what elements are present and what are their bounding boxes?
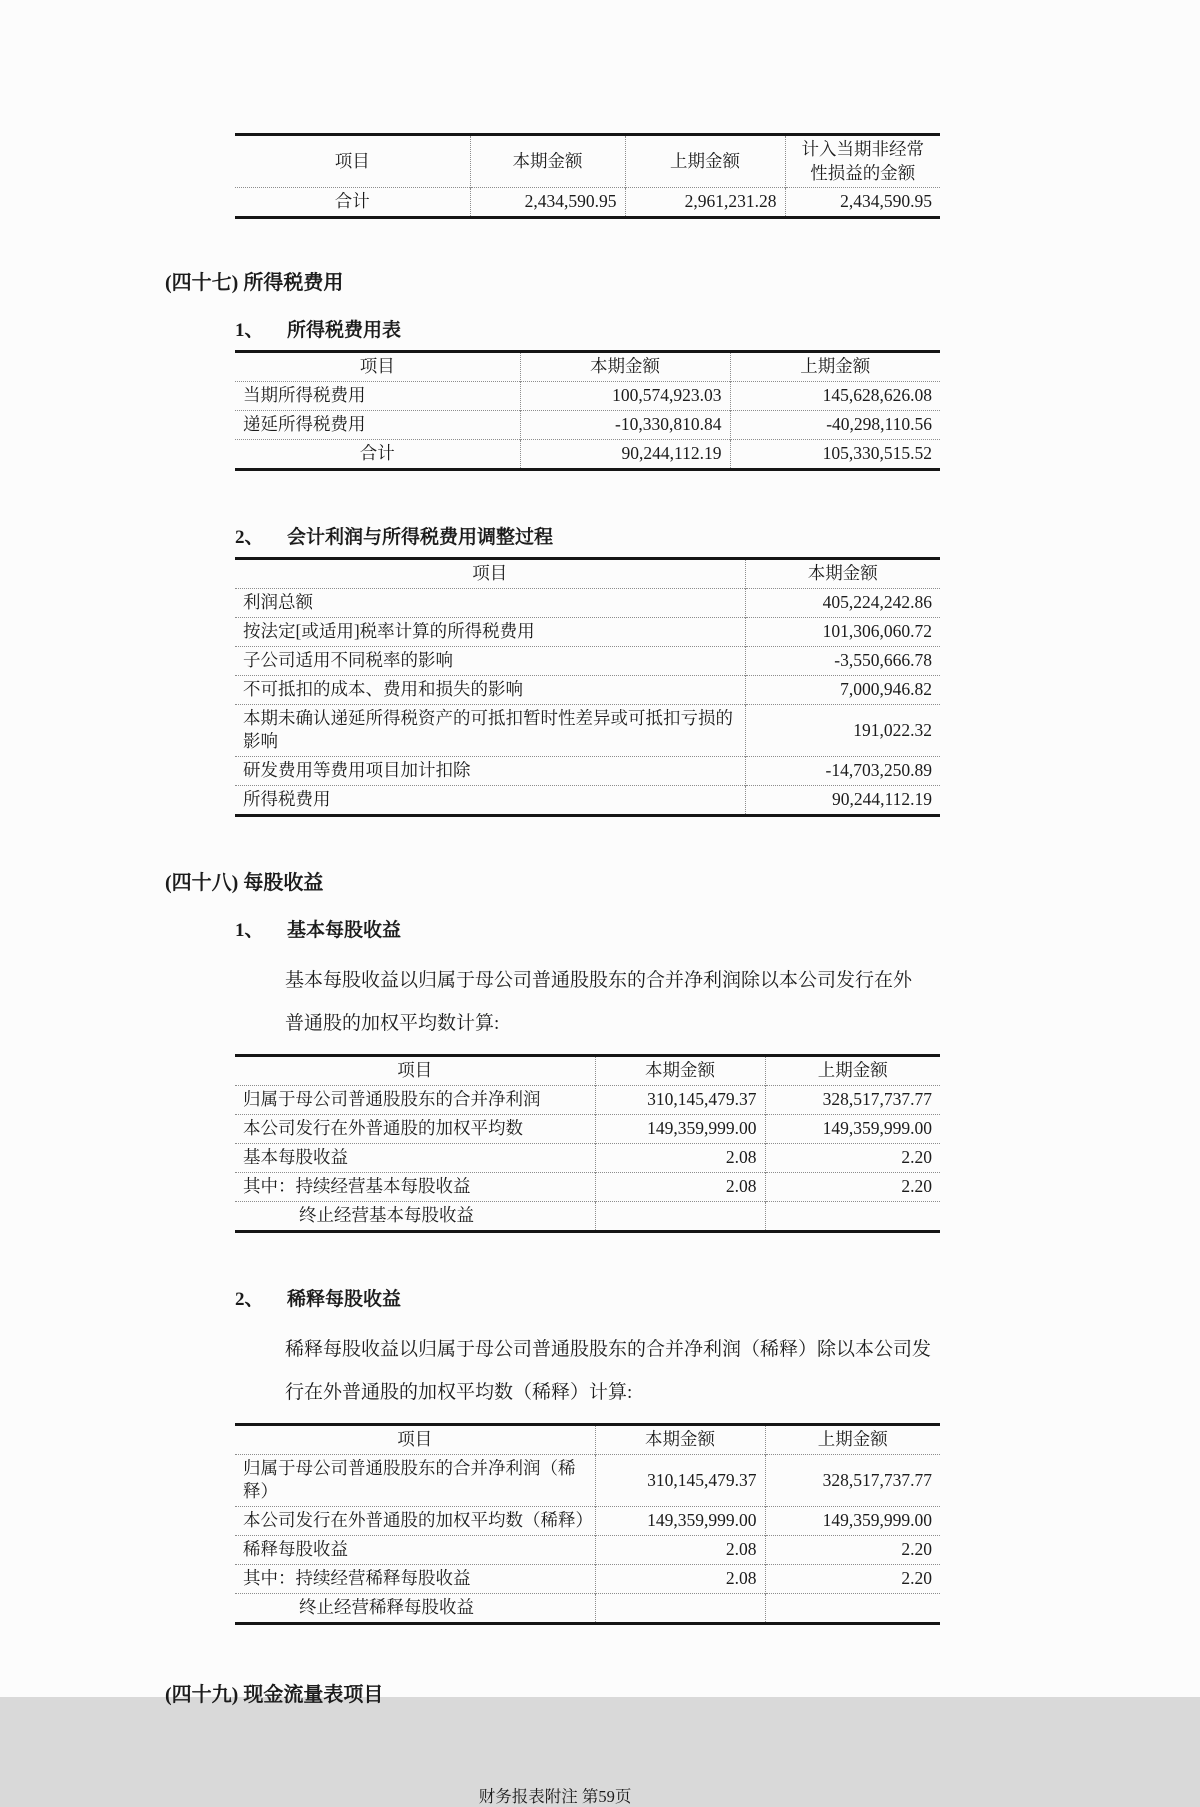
col-header-current: 本期金额 (470, 135, 625, 188)
cell-total-current: 90,244,112.19 (520, 440, 730, 470)
cell-item: 不可抵扣的成本、费用和损失的影响 (235, 675, 745, 704)
table-row (235, 1535, 940, 1564)
cell-current: 405,224,242.86 (745, 588, 940, 617)
section-47-sub2-heading (235, 527, 1200, 550)
table-header-row (235, 558, 940, 588)
cell-prior: 145,628,626.08 (730, 382, 940, 411)
cell-total-label: 合计 (235, 440, 520, 470)
tax-reconciliation-table (235, 557, 940, 817)
col-header-item: 项目 (359, 356, 395, 377)
cell-prior: -40,298,110.56 (730, 411, 940, 440)
table-row (235, 1172, 940, 1201)
cell-prior (765, 1593, 940, 1623)
cell-current: 2.08 (595, 1172, 765, 1201)
cell-current: -10,330,810.84 (520, 411, 730, 440)
cell-current: 310,145,479.37 (595, 1085, 765, 1114)
cell-current: 7,000,946.82 (745, 675, 940, 704)
col-header-prior: 上期金额 (765, 1424, 940, 1454)
cell-total-current: 2,434,590.95 (470, 188, 625, 218)
basic-eps-paragraph (285, 959, 965, 1045)
cell-item: 本期未确认递延所得税资产的可抵扣暂时性差异或可抵扣亏损的影响 (235, 704, 745, 756)
cell-current: 310,145,479.37 (595, 1454, 765, 1506)
cell-item: 当期所得税费用 (235, 382, 520, 411)
paragraph-line: 基本每股收益以归属于母公司普通股股东的合并净利润除以本公司发行在外 (285, 969, 913, 991)
cell-current: 2.08 (595, 1564, 765, 1593)
table-row (235, 1506, 940, 1535)
table-row (235, 757, 940, 786)
col-header-prior: 上期金额 (625, 135, 785, 188)
cell-item: 归属于母公司普通股股东的合并净利润（稀释） (235, 1454, 595, 1506)
cell-item: 研发费用等费用项目加计扣除 (235, 757, 745, 786)
cell-item: 终止经营基本每股收益 (235, 1201, 595, 1231)
table-row (235, 646, 940, 675)
cell-item: 基本每股收益 (235, 1143, 595, 1172)
cell-item: 稀释每股收益 (235, 1535, 595, 1564)
cell-prior: 328,517,737.77 (765, 1454, 940, 1506)
income-tax-table (235, 350, 940, 471)
table-row (235, 786, 940, 816)
basic-eps-table (235, 1054, 940, 1233)
cell-prior: 149,359,999.00 (765, 1506, 940, 1535)
cell-item: 利润总额 (235, 588, 745, 617)
section-47-sub1-heading (235, 320, 1200, 343)
sub2-number: 2、 (235, 527, 264, 549)
cell-current: 90,244,112.19 (745, 786, 940, 816)
col-header-item: 项目 (472, 563, 508, 584)
section-48-sub2-heading (235, 1289, 1200, 1312)
diluted-eps-paragraph (285, 1328, 965, 1414)
paragraph-line: 行在外普通股的加权平均数（稀释）计算: (285, 1381, 633, 1403)
cell-item: 按法定[或适用]税率计算的所得税费用 (235, 617, 745, 646)
table-header-row (235, 1424, 940, 1454)
table-header-row (235, 352, 940, 382)
cell-current (595, 1201, 765, 1231)
table-row (235, 1085, 940, 1114)
cell-item: 归属于母公司普通股股东的合并净利润 (235, 1085, 595, 1114)
table-row-total (235, 440, 940, 470)
cell-current (595, 1593, 765, 1623)
cell-total-label: 合计 (235, 188, 470, 218)
col-header-item: 项目 (397, 1060, 433, 1081)
table-row (235, 617, 940, 646)
sub2-title: 稀释每股收益 (287, 1288, 402, 1310)
table-row (235, 675, 940, 704)
cell-total-prior: 105,330,515.52 (730, 440, 940, 470)
col-header-item: 项目 (334, 150, 370, 171)
section-48-sub1-heading (235, 920, 1200, 943)
cell-item: 所得税费用 (235, 786, 745, 816)
col-header-prior: 上期金额 (730, 352, 940, 382)
table-row-total (235, 188, 940, 218)
sub2-title: 会计利润与所得税费用调整过程 (287, 527, 554, 549)
section-48-heading: (四十八) 每股收益 (165, 872, 324, 895)
cell-item: 其中：持续经营稀释每股收益 (235, 1564, 595, 1593)
cell-item: 其中：持续经营基本每股收益 (235, 1172, 595, 1201)
table-header-row (235, 135, 940, 188)
sub1-number: 1、 (235, 320, 264, 342)
cell-prior: 2.20 (765, 1172, 940, 1201)
table-row (235, 1201, 940, 1231)
cell-item: 递延所得税费用 (235, 411, 520, 440)
cell-current: -14,703,250.89 (745, 757, 940, 786)
cell-current: 149,359,999.00 (595, 1114, 765, 1143)
col-header-current: 本期金额 (595, 1055, 765, 1085)
paragraph-line: 稀释每股收益以归属于母公司普通股股东的合并净利润（稀释）除以本公司发 (285, 1338, 932, 1360)
cell-current: 191,022.32 (745, 704, 940, 756)
table-row (235, 411, 940, 440)
cell-prior: 328,517,737.77 (765, 1085, 940, 1114)
cell-total-nonrecurring: 2,434,590.95 (785, 188, 940, 218)
cell-total-prior: 2,961,231.28 (625, 188, 785, 218)
sub1-title: 基本每股收益 (287, 920, 402, 942)
table-row (235, 1114, 940, 1143)
col-header-current: 本期金额 (745, 558, 940, 588)
cell-prior: 2.20 (765, 1143, 940, 1172)
nonrecurring-gains-table (235, 133, 940, 219)
table-row (235, 704, 940, 756)
cell-item: 子公司适用不同税率的影响 (235, 646, 745, 675)
section-47-heading: (四十七) 所得税费用 (165, 272, 344, 295)
page-footer: 财务报表附注 第59页 (478, 1786, 632, 1806)
table-row (235, 588, 940, 617)
table-row (235, 1454, 940, 1506)
col-header-current: 本期金额 (595, 1424, 765, 1454)
sub1-number: 1、 (235, 920, 264, 942)
cell-item: 终止经营稀释每股收益 (235, 1593, 595, 1623)
cell-current: 149,359,999.00 (595, 1506, 765, 1535)
table-row (235, 1564, 940, 1593)
table-row (235, 1593, 940, 1623)
col-header-prior: 上期金额 (765, 1055, 940, 1085)
cell-prior: 2.20 (765, 1564, 940, 1593)
sub1-title: 所得税费用表 (287, 320, 402, 342)
table-header-row (235, 1055, 940, 1085)
cell-item: 本公司发行在外普通股的加权平均数（稀释） (235, 1506, 595, 1535)
diluted-eps-table (235, 1423, 940, 1625)
col-header-nonrecurring: 计入当期非经常性损益的金额 (785, 135, 940, 188)
cell-current: 2.08 (595, 1535, 765, 1564)
section-49-heading: (四十九) 现金流量表项目 (165, 1683, 384, 1706)
table-row (235, 382, 940, 411)
cell-current: 2.08 (595, 1143, 765, 1172)
cell-item: 本公司发行在外普通股的加权平均数 (235, 1114, 595, 1143)
cell-prior (765, 1201, 940, 1231)
col-header-item: 项目 (397, 1428, 433, 1449)
cell-current: -3,550,666.78 (745, 646, 940, 675)
cell-current: 100,574,923.03 (520, 382, 730, 411)
col-header-current: 本期金额 (520, 352, 730, 382)
cell-prior: 2.20 (765, 1535, 940, 1564)
sub2-number: 2、 (235, 1288, 264, 1310)
cell-current: 101,306,060.72 (745, 617, 940, 646)
cell-prior: 149,359,999.00 (765, 1114, 940, 1143)
paragraph-line: 普通股的加权平均数计算: (285, 1012, 500, 1034)
table-row (235, 1143, 940, 1172)
